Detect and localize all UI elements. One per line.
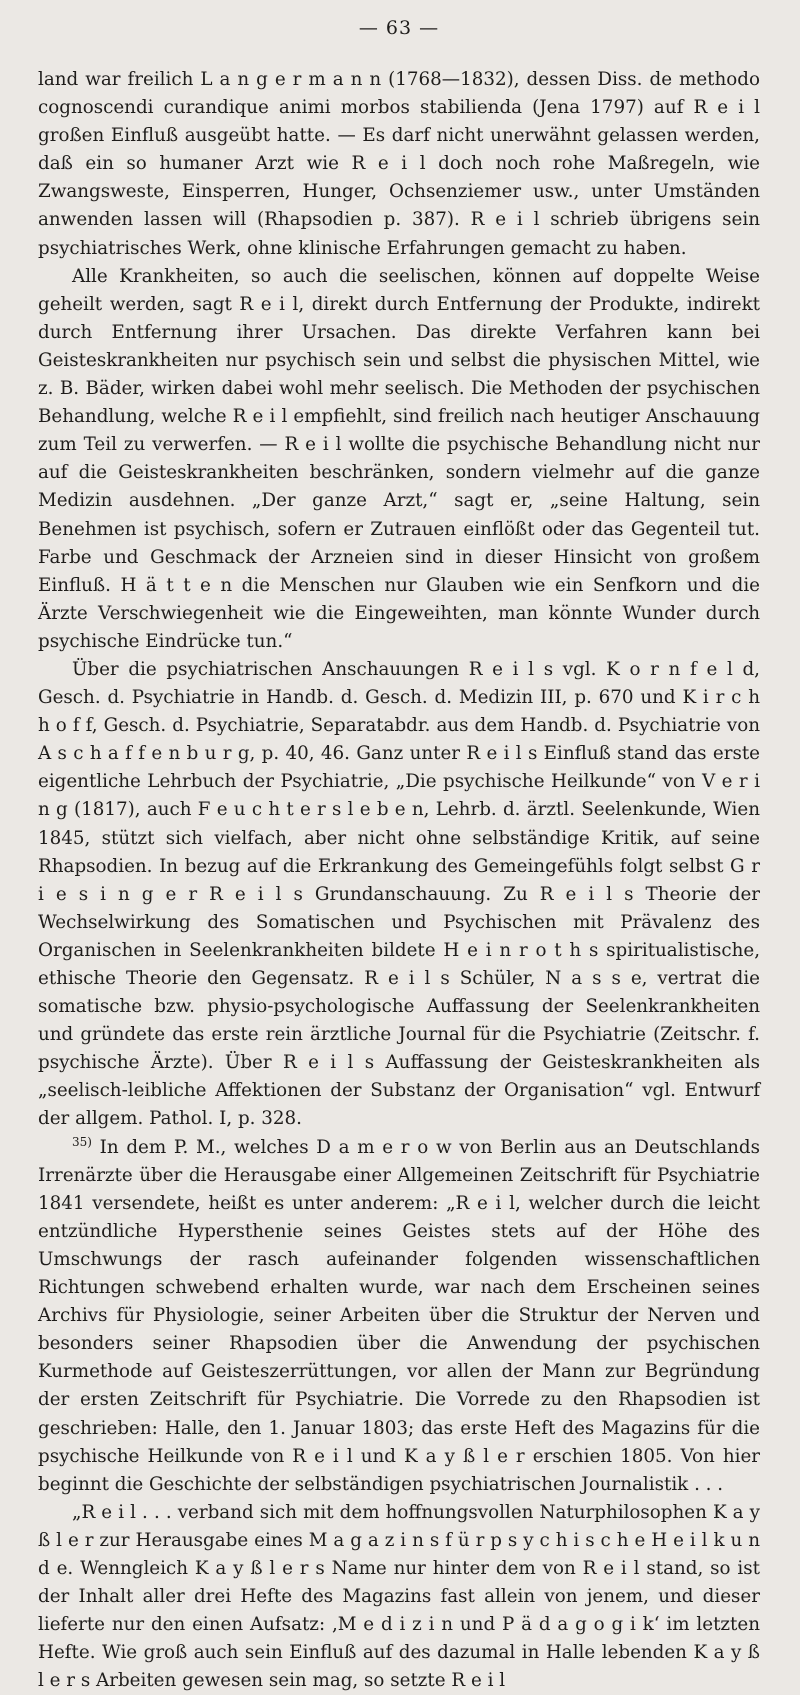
footnote-marker: 35) (72, 1134, 92, 1149)
paragraph-langermann: land war freilich L a n g e r m a n n (1768—1832), dessen Diss. de methodo cognoscendi curandique animi morbos stabilienda (Jena 1797) auf R e i l großen Einfluß ausgeübt hatte. — Es darf nicht unerwähnt gelassen werden, daß ein so humaner Arzt wie R e i l doch noch rohe Maßregeln, wie Zwangsweste, Einsperren, Hunger, Ochsenziemer usw., unter Umständen anwenden lassen will (Rhapsodien p. 387). R e i l schrieb übrigens sein psychiatrisches Werk, ohne klinische Erfahrungen gemacht zu haben. (38, 69, 760, 259)
paragraph-anschauungen: Über die psychiatrischen Anschauungen R e i l s vgl. K o r n f e l d, Gesch. d. Psychiatrie in Handb. d. Gesch. d. Medizin III, p. 670 und K i r c h h o f f, Gesch. d. Psychiatrie, Separatabdr. aus dem Handb. d. Psychiatrie von A s c h a f f e n b u r g, p. 40, 46. Ganz unter R e i l s Einfluß stand das erste eigentliche Lehrbuch der Psychiatrie, „Die psychische Heilkunde“ von V e r i n g (1817), auch F e u c h t e r s l e b e n, Lehrb. d. ärztl. Seelenkunde, Wien 1845, stützt sich vielfach, aber nicht ohne selbständige Kritik, auf seine Rhapsodien. In bezug auf die Erkrankung des Gemeingefühls folgt selbst G r i e s i n g e r R e i l s Grundanschauung. Zu R e i l s Theorie der Wechselwirkung des Somatischen und Psychischen mit Prävalenz des Organischen in Seelenkrankheiten bildete H e i n r o t h s spiritualistische, ethische Theorie den Gegensatz. R e i l s Schüler, N a s s e, vertrat die somatische bzw. physio-psychologische Auffassung der Seelenkrankheiten und gründete das erste rein ärztliche Journal für die Psychiatrie (Zeitschr. f. psychische Ärzte). Über R e i l s Auffassung der Geisteskrankheiten als „seelisch-leibliche Affektionen der Substanz der Organisation“ vgl. Entwurf der allgem. Pathol. I, p. 328. (38, 658, 760, 1130)
paragraph-footnote-35 (38, 1134, 760, 1499)
paragraph-krankheiten: Alle Krankheiten, so auch die seelischen, können auf doppelte Weise geheilt werden, sagt R e i l, direkt durch Entfernung der Produkte, indirekt durch Entfernung ihrer Ursachen. Das direkte Verfahren kann bei Geisteskrankheiten nur psychisch sein und selbst die physischen Mittel, wie z. B. Bäder, wirken dabei wohl mehr seelisch. Die Methoden der psychischen Behandlung, welche R e i l empfiehlt, sind freilich nach heutiger Anschauung zum Teil zu verwerfen. — R e i l wollte die psychische Behandlung nicht nur auf die Geisteskrankheiten beschränken, sondern vielmehr auf die ganze Medizin ausdehnen. „Der ganze Arzt,“ sagt er, „seine Haltung, sein Benehmen ist psychisch, sofern er Zutrauen einflößt oder das Gegenteil tut. Farbe und Geschmack der Arzneien sind in dieser Hinsicht von großem Einfluß. H ä t t e n die Menschen nur Glauben wie ein Senfkorn und die Ärzte Verschwiegenheit wie die Eingeweihten, man könnte Wunder durch psychische Eindrücke tun.“ (38, 265, 760, 652)
page-number: — 63 — (358, 17, 440, 39)
footnote-text: In dem P. M., welches D a m e r o w von Berlin aus an Deutschlands Irrenärzte über die Herausgabe einer Allgemeinen Zeitschrift für Psychiatrie 1841 versendete, heißt es unter anderem: „R e i l, welcher durch die leicht entzündliche Hypersthenie seines Geistes stets auf der Höhe des Umschwungs der rasch aufeinander folgenden wissenschaftlichen Richtungen schwebend erhalten wurde, war nach dem Erscheinen seines Archivs für Physiologie, seiner Arbeiten über die Struktur der Nerven und besonders seiner Rhapsodien über die Anwendung der psychischen Kurmethode auf Geisteszerrüttungen, vor allen der Mann zur Begründung der ersten Zeitschrift für Psychiatrie. Die Vorrede zu den Rhapsodien ist geschrieben: Halle, den 1. Januar 1803; das erste Heft des Magazins für die psychische Heilkunde von R e i l und K a y ß l e r erschien 1805. Von hier beginnt die Geschichte der selbständigen psychiatrischen Journalistik . . . (38, 1136, 760, 1495)
paragraph-magazin: „R e i l . . . verband sich mit dem hoffnungsvollen Naturphilosophen K a y ß l e r zur Herausgabe eines M a g a z i n s f ü r p s y c h i s c h e H e i l k u n d e. Wenngleich K a y ß l e r s Name nur hinter dem von R e i l stand, so ist der Inhalt aller drei Hefte des Magazins fast allein von jenem, und dieser lieferte nur den einen Aufsatz: ‚M e d i z i n und P ä d a g o g i k‘ im letzten Hefte. Wie groß auch sein Einfluß auf des dazumal in Halle lebenden K a y ß l e r s Arbeiten gewesen sein mag, so setzte R e i l (38, 1501, 760, 1692)
